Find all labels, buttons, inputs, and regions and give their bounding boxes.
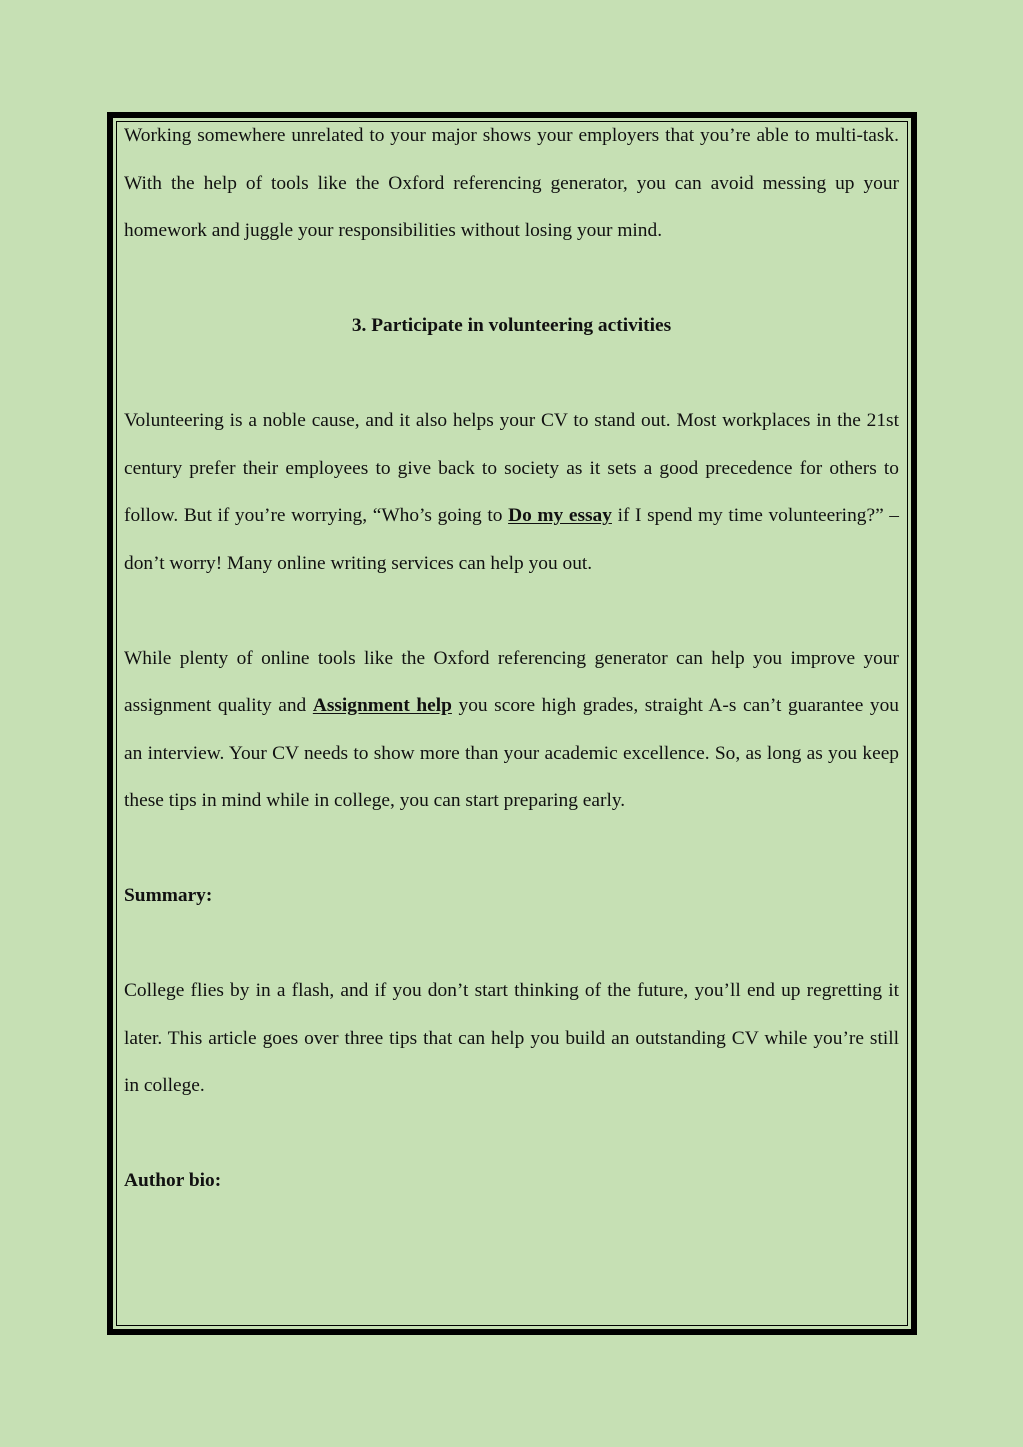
intro-paragraph: Working somewhere unrelated to your major shows your employers that you’re able to multi-task. With the help of tools like the Oxford referencing generator, you can avoid messing up your homework and juggle your responsibilities without losing your mind. [124,125,899,241]
section-heading-volunteering: 3. Participate in volunteering activities [351,315,672,336]
document-body [124,112,899,1205]
volunteering-paragraph [124,397,899,587]
spacer [124,587,899,635]
volunteering-text-before: Volunteering is a noble cause, and it also helps your CV to stand out. Most workplaces in the 21st century prefer their employees to give back to society as it sets a good precedence for others to follow. But if you’re worrying, “Who’s going to [124,410,899,526]
author-bio-heading: Author bio: [124,1170,222,1191]
spacer [124,255,899,303]
summary-heading: Summary: [124,885,213,906]
spacer [124,350,899,398]
spacer [124,920,899,968]
volunteering-text-after: if I spend my time volunteering?” – don’t worry! Many online writing services can help you out. [124,505,899,574]
tools-paragraph [124,635,899,825]
summary-paragraph: College flies by in a flash, and if you don’t start thinking of the future, you’ll end up regretting it later. This article goes over three tips that can help you build an outstanding CV while you’re still in college. [124,980,899,1096]
spacer [124,1110,899,1158]
tools-text-before: While plenty of online tools like the Oxford referencing generator can help you improve your assignment quality and [124,647,899,716]
assignment-help-link[interactable]: Assignment help [312,695,452,716]
do-my-essay-link[interactable]: Do my essay [508,505,612,526]
spacer [124,825,899,873]
tools-text-after: you score high grades, straight A-s can’t guarantee you an interview. Your CV needs to show more than your academic excellence. So, as long as you keep these tips in mind while in college, you can start preparing early. [124,695,899,811]
